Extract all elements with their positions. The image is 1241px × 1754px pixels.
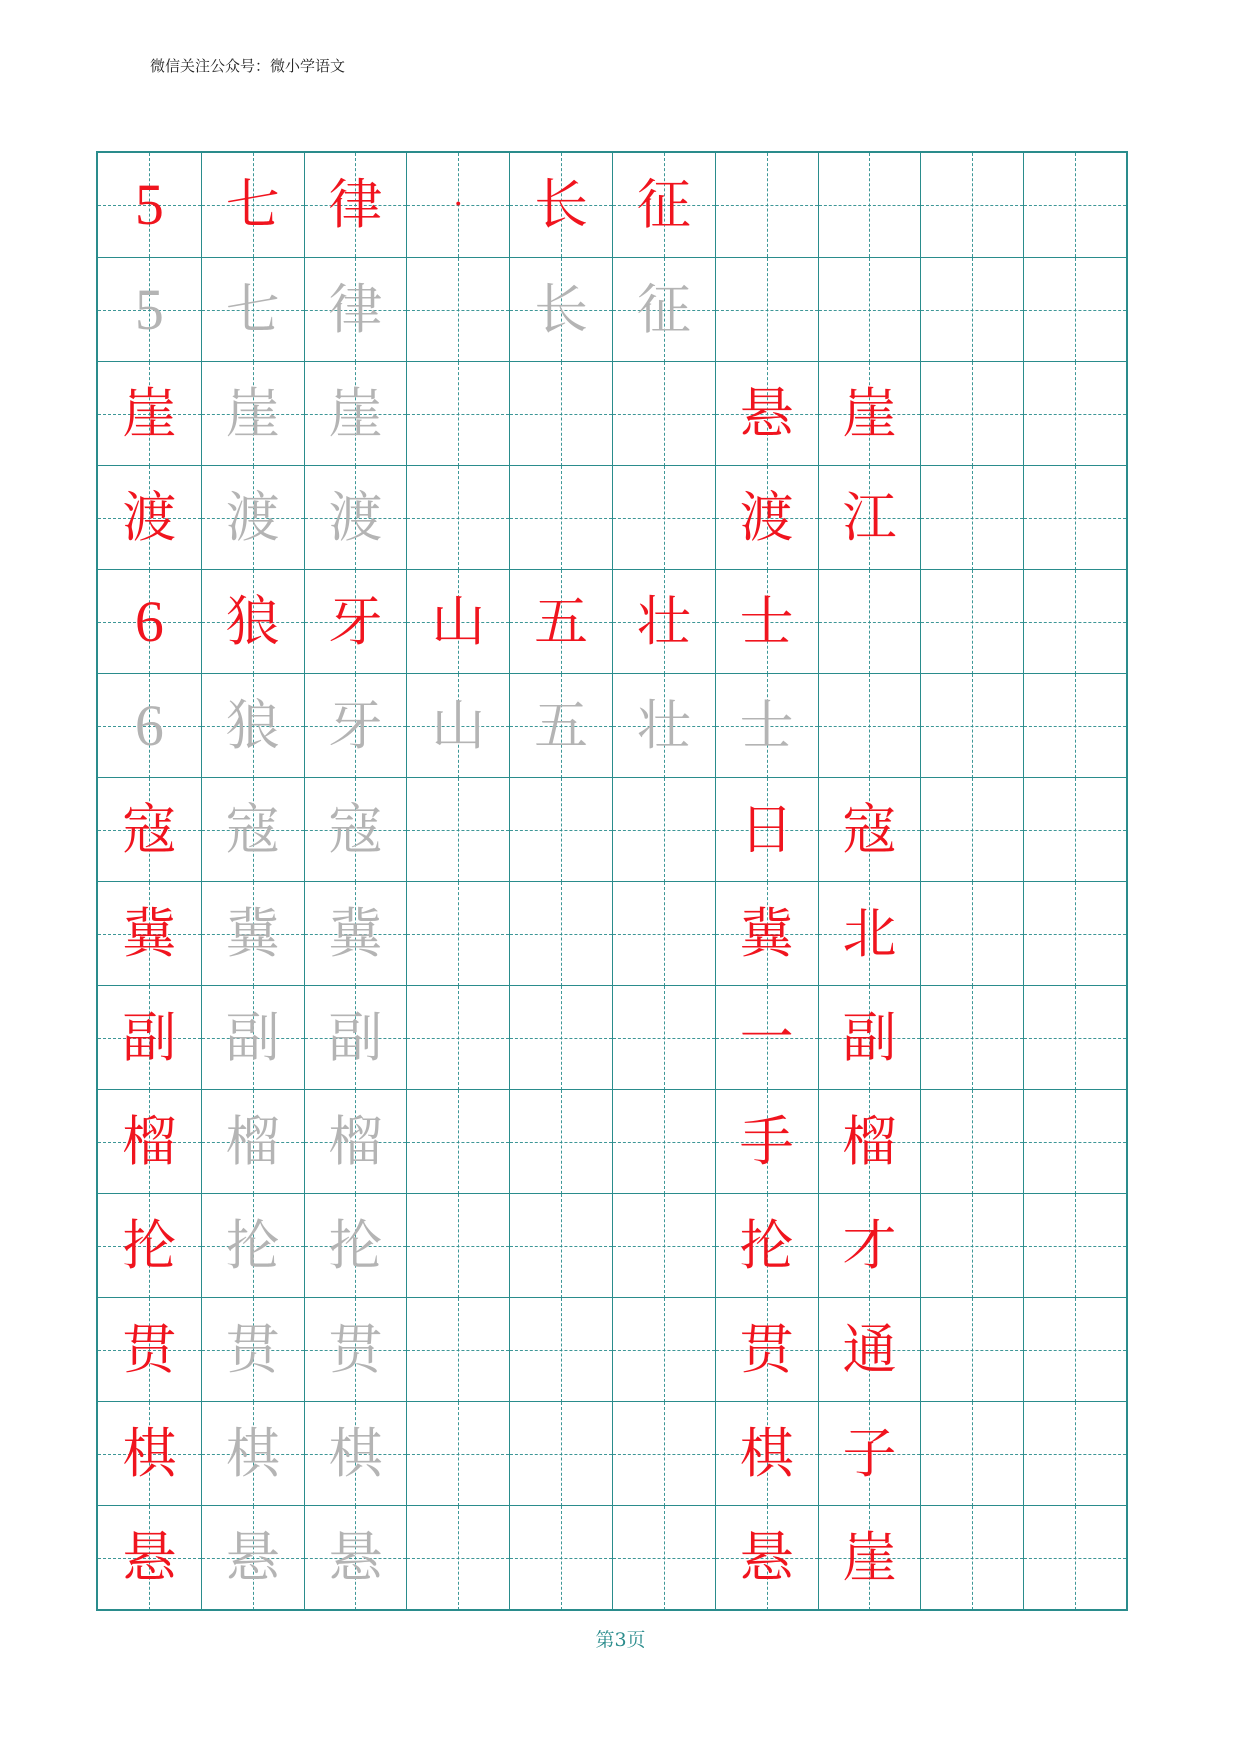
grid-cell [818,1506,921,1610]
grid-cell [98,1506,201,1610]
model-character: 寇 [842,798,897,861]
trace-character: 抡 [225,1214,280,1277]
model-character: 抡 [122,1214,177,1277]
grid-cell [715,1298,818,1402]
grid-cell [201,1402,304,1506]
model-character: 七 [225,173,280,236]
grid-cell [612,1402,715,1506]
grid-cell [612,153,715,257]
grid-cell [920,1194,1023,1298]
grid-cell [304,1194,407,1298]
model-character: 五 [534,590,589,653]
model-character: 贯 [122,1318,177,1381]
grid-cell [406,986,509,1090]
trace-character: 渡 [328,486,383,549]
grid-cell [509,674,612,778]
trace-character: 悬 [328,1526,383,1589]
grid-cell [1023,882,1126,986]
grid-cell [818,778,921,882]
grid-cell [304,778,407,882]
grid-cell [715,362,818,466]
grid-cell [1023,1298,1126,1402]
grid-cell [715,153,818,257]
grid-cell [98,1298,201,1402]
grid-cell [818,1090,921,1194]
grid-cell [818,466,921,570]
grid-cell [920,778,1023,882]
grid-cell [304,1298,407,1402]
grid-row [98,777,1126,882]
grid-cell [509,258,612,362]
model-character: 江 [842,486,897,549]
model-character: 日 [739,798,794,861]
trace-character: 榴 [225,1110,280,1173]
grid-cell [201,674,304,778]
model-character: 抡 [739,1214,794,1277]
trace-character: 牙 [328,694,383,757]
grid-cell [920,1506,1023,1610]
grid-cell [818,362,921,466]
grid-cell [612,570,715,674]
model-character: 悬 [739,382,794,445]
model-character: 手 [739,1110,794,1173]
trace-character: 贯 [225,1318,280,1381]
grid-cell [509,778,612,882]
grid-row [98,569,1126,674]
grid-cell [201,1194,304,1298]
grid-cell [1023,258,1126,362]
grid-cell [406,362,509,466]
trace-character: 律 [328,278,383,341]
model-character: 狼 [225,590,280,653]
trace-character: 悬 [225,1526,280,1589]
trace-character: 冀 [225,902,280,965]
model-character: 崖 [842,1526,897,1589]
grid-cell [509,986,612,1090]
grid-cell [98,1090,201,1194]
model-character: 律 [328,173,383,236]
grid-cell [612,986,715,1090]
grid-cell [98,778,201,882]
trace-character: 寇 [225,798,280,861]
grid-cell [201,153,304,257]
grid-cell [715,674,818,778]
grid-cell [304,986,407,1090]
grid-cell [406,153,509,257]
model-character: 冀 [122,902,177,965]
grid-cell [98,570,201,674]
grid-cell [304,362,407,466]
grid-cell [304,882,407,986]
model-character: 榴 [122,1110,177,1173]
grid-cell [406,1194,509,1298]
grid-cell [98,1402,201,1506]
trace-character: 棋 [328,1422,383,1485]
grid-cell [509,570,612,674]
trace-character: 崖 [328,382,383,445]
grid-cell [406,258,509,362]
trace-character: 五 [534,694,589,757]
grid-cell [818,882,921,986]
grid-cell [818,986,921,1090]
trace-character: 士 [739,694,794,757]
model-character: 子 [842,1422,897,1485]
trace-character: 副 [328,1006,383,1069]
model-character: 冀 [739,902,794,965]
model-character: 山 [431,590,486,653]
trace-character: 贯 [328,1318,383,1381]
grid-cell [818,258,921,362]
grid-cell [509,1194,612,1298]
grid-cell [304,153,407,257]
grid-cell [818,1298,921,1402]
grid-cell [715,1194,818,1298]
page-number: 第3页 [595,1629,646,1651]
grid-cell [406,1506,509,1610]
grid-cell [406,882,509,986]
trace-character: 冀 [328,902,383,965]
grid-cell [818,1402,921,1506]
trace-character: 副 [225,1006,280,1069]
grid-cell [612,362,715,466]
trace-character: 七 [225,278,280,341]
grid-cell [1023,362,1126,466]
grid-cell [920,153,1023,257]
trace-character: 抡 [328,1214,383,1277]
grid-cell [920,362,1023,466]
grid-cell [612,258,715,362]
grid-cell [1023,153,1126,257]
grid-cell [201,778,304,882]
trace-character: 山 [431,694,486,757]
grid-cell [715,882,818,986]
grid-cell [612,674,715,778]
trace-character: 壮 [636,694,691,757]
grid-row [98,985,1126,1090]
grid-cell [715,1090,818,1194]
grid-cell [715,778,818,882]
grid-cell [818,1194,921,1298]
grid-cell [1023,1402,1126,1506]
model-character: 榴 [842,1110,897,1173]
practice-grid [96,151,1128,1611]
grid-row [98,1401,1126,1506]
trace-character: 榴 [328,1110,383,1173]
trace-character: 6 [134,693,164,758]
grid-cell [1023,778,1126,882]
grid-cell [509,153,612,257]
grid-cell [304,466,407,570]
grid-cell [920,570,1023,674]
grid-cell [509,466,612,570]
grid-cell [818,153,921,257]
grid-row [98,1297,1126,1402]
grid-cell [201,1090,304,1194]
grid-cell [201,570,304,674]
grid-cell [304,1090,407,1194]
grid-cell [920,986,1023,1090]
grid-cell [98,258,201,362]
model-character: 棋 [122,1422,177,1485]
trace-character: 渡 [225,486,280,549]
grid-cell [920,1402,1023,1506]
grid-cell [98,362,201,466]
grid-cell [509,1090,612,1194]
grid-cell [612,1090,715,1194]
grid-cell [920,1090,1023,1194]
model-character: 副 [122,1006,177,1069]
grid-cell [201,362,304,466]
grid-cell [406,1402,509,1506]
model-character: 士 [739,590,794,653]
grid-cell [304,570,407,674]
grid-cell [406,674,509,778]
grid-row [98,881,1126,986]
model-character: 牙 [328,590,383,653]
grid-cell [612,1194,715,1298]
grid-cell [1023,1090,1126,1194]
grid-cell [1023,466,1126,570]
model-character: 壮 [636,590,691,653]
grid-cell [612,882,715,986]
grid-row [98,465,1126,570]
grid-cell [98,986,201,1090]
model-character: 悬 [739,1526,794,1589]
model-character: 悬 [122,1526,177,1589]
grid-cell [201,466,304,570]
grid-cell [406,1298,509,1402]
model-character: 通 [842,1318,897,1381]
model-character: 寇 [122,798,177,861]
grid-row [98,673,1126,778]
model-character: 贯 [739,1318,794,1381]
grid-cell [715,570,818,674]
grid-cell [715,258,818,362]
grid-row [98,257,1126,362]
trace-character: 寇 [328,798,383,861]
grid-cell [920,882,1023,986]
model-character: 一 [739,1006,794,1069]
trace-character: 棋 [225,1422,280,1485]
model-character: 6 [134,589,164,654]
grid-cell [509,1506,612,1610]
model-character: 渡 [739,486,794,549]
grid-cell [98,466,201,570]
grid-cell [612,778,715,882]
grid-cell [1023,570,1126,674]
trace-character: 征 [636,278,691,341]
grid-row [98,153,1126,257]
grid-cell [406,1090,509,1194]
grid-cell [715,1402,818,1506]
grid-row [98,1505,1126,1610]
grid-cell [715,466,818,570]
grid-cell [612,466,715,570]
model-character: 棋 [739,1422,794,1485]
trace-character: 狼 [225,694,280,757]
grid-cell [304,1402,407,1506]
grid-cell [818,674,921,778]
header-text: 微信关注公众号：微小学语文 [150,57,346,75]
grid-row [98,1193,1126,1298]
grid-cell [201,1506,304,1610]
model-character: · [453,187,464,222]
grid-cell [509,362,612,466]
grid-cell [406,466,509,570]
model-character: 征 [636,173,691,236]
grid-cell [818,570,921,674]
trace-character: 崖 [225,382,280,445]
trace-character: 长 [534,278,589,341]
grid-cell [98,153,201,257]
grid-cell [509,882,612,986]
grid-cell [920,466,1023,570]
grid-row [98,361,1126,466]
model-character: 渡 [122,486,177,549]
grid-cell [715,1506,818,1610]
grid-cell [98,882,201,986]
grid-cell [1023,1194,1126,1298]
grid-cell [304,674,407,778]
grid-cell [201,258,304,362]
grid-cell [201,882,304,986]
grid-cell [1023,986,1126,1090]
grid-cell [201,1298,304,1402]
grid-cell [920,1298,1023,1402]
grid-cell [406,778,509,882]
grid-cell [920,258,1023,362]
grid-cell [98,1194,201,1298]
grid-cell [201,986,304,1090]
model-character: 北 [842,902,897,965]
grid-cell [1023,674,1126,778]
model-character: 长 [534,173,589,236]
grid-cell [612,1506,715,1610]
grid-cell [715,986,818,1090]
model-character: 才 [842,1214,897,1277]
trace-character: 5 [134,277,164,342]
grid-cell [1023,1506,1126,1610]
model-character: 崖 [842,382,897,445]
grid-cell [304,1506,407,1610]
grid-cell [509,1402,612,1506]
grid-cell [406,570,509,674]
grid-cell [304,258,407,362]
model-character: 5 [134,172,164,237]
grid-cell [920,674,1023,778]
model-character: 崖 [122,382,177,445]
grid-cell [509,1298,612,1402]
model-character: 副 [842,1006,897,1069]
grid-cell [612,1298,715,1402]
grid-cell [98,674,201,778]
grid-row [98,1089,1126,1194]
